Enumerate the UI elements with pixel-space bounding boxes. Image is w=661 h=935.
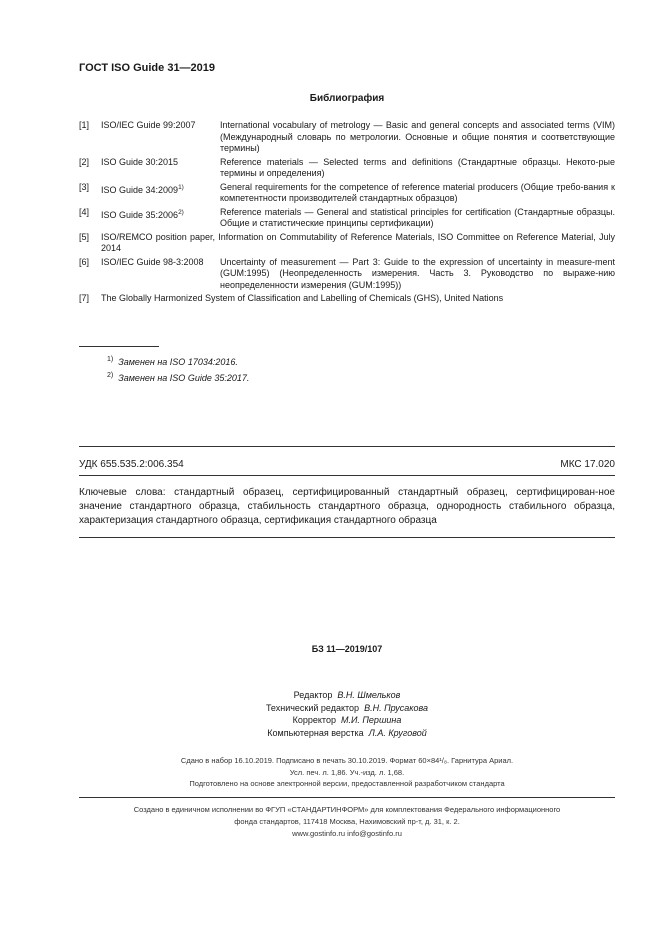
print-info (79, 755, 615, 790)
footnote-divider (79, 346, 159, 347)
bibliography-description: ISO/REMCO position paper, Information on Commutability of Reference Materials, ISO Committee on Reference Material, July 2014 (101, 231, 615, 253)
bibliography-item (79, 157, 615, 180)
divider-publisher (79, 797, 615, 798)
print-info-line: Подготовлено на основе электронной версии, предоставленной разработчиком стандарта (189, 779, 505, 788)
bibliography-description: Uncertainty of measurement — Part 3: Guide to the expression of uncertainty in measure-ment (GUM:1995) (Неопределенность измерения. Часть 3. Руководство по выраже-нию неопределенности измерения (GUM:1995)) (220, 256, 615, 290)
bibliography-number: [1] (79, 120, 90, 130)
bibliography-title: Библиография (309, 93, 385, 104)
footnotes (107, 353, 249, 385)
bibliography-source: ISO/IEC Guide 99:2007 (101, 120, 196, 130)
bibliography-item (79, 257, 615, 292)
publisher-contacts: www.gostinfo.ru info@gostinfo.ru (292, 829, 402, 838)
print-info-line: Усл. печ. л. 1,86. Уч.-изд. л. 1,68. (289, 767, 405, 777)
editors-block (79, 689, 615, 739)
bibliography-description: The Globally Harmonized System of Classification and Labelling of Chemicals (GHS), United Nations (101, 293, 504, 303)
divider-top (79, 446, 615, 447)
editor-line: Технический редактор В.Н. Прусакова (265, 702, 429, 713)
footnote-ref: 2) (178, 208, 184, 216)
document-code: ГОСТ ISO Guide 31—2019 (79, 62, 216, 74)
bibliography-item (79, 293, 615, 305)
mks-code: МКС 17.020 (560, 459, 615, 470)
keywords: Ключевые слова: стандартный образец, сертифицированный стандартный образец, сертифицирован-ное значение стандартного образца, стабильность стандартного образца, однородность стабильного образца, характеризация стандартного образца, сертификация стандартного образца (79, 487, 615, 526)
publisher-line: Создано в единичном исполнении во ФГУП «СТАНДАРТИНФОРМ» для комплектования Федерального информационного (133, 805, 561, 814)
bibliography-item (79, 232, 615, 255)
publisher-info (79, 804, 615, 840)
footnote: $^{1)}$ Заменен на ISO 17034:2016. (107, 356, 238, 367)
divider-middle (79, 475, 615, 476)
bibliography-item (79, 120, 615, 155)
bibliography-source: ISO Guide 30:2015 (101, 156, 179, 167)
bibliography-item (79, 207, 615, 230)
print-info-line: Сдано в набор 16.10.2019. Подписано в печать 30.10.2019. Формат 60×84¹/₈. Гарнитура Ариал. (180, 756, 514, 765)
bibliography-description: International vocabulary of metrology — Basic and general concepts and associated terms (VIM) (Международный словарь по метрологии. Основные и общие понятия и соответствующие термины) (220, 120, 615, 153)
bibliography-description: General requirements for the competence of reference material producers (Общие требо-вания к компетентности производителей стандартных образцов) (220, 181, 615, 203)
bibliography-item (79, 182, 615, 205)
bibliography-number: [7] (79, 293, 90, 303)
editor-line: Корректор М.И. Першина (292, 715, 402, 725)
bibliography-number: [4] (79, 206, 90, 217)
footnote: $^{2)}$ Заменен на ISO Guide 35:2017. (107, 372, 250, 383)
bibliography-number: [6] (79, 256, 90, 267)
bibliography-source: ISO Guide 34:2009$^{1)}$ (101, 183, 184, 195)
udk-code: УДК 655.535.2:006.354 (79, 459, 184, 470)
bibliography-number: [3] (79, 181, 90, 192)
editor-line: Редактор В.Н. Шмельков (293, 690, 401, 700)
bibliography-number: [2] (79, 156, 90, 167)
footnote-ref: 1) (178, 183, 184, 191)
bibliography-source: ISO Guide 35:2006$^{2)}$ (101, 208, 184, 220)
bibliography-description: Reference materials — General and statistical principles for certification (Стандартные образцы. Общие и статистические принципы сертификации) (220, 206, 615, 228)
editor-line: Компьютерная верстка Л.А. Круговой (267, 727, 427, 738)
bibliography-number: [5] (79, 231, 90, 242)
divider-bottom (79, 537, 615, 538)
bz-number: БЗ 11—2019/107 (311, 644, 383, 654)
bibliography-list (79, 120, 615, 307)
publisher-line: фонда стандартов, 117418 Москва, Нахимовский пр-т, д. 31, к. 2. (234, 817, 460, 826)
bibliography-source: ISO/IEC Guide 98-3:2008 (101, 256, 204, 267)
bibliography-description: Reference materials — Selected terms and definitions (Стандартные образцы. Некото-рые термины и определения) (220, 156, 615, 178)
